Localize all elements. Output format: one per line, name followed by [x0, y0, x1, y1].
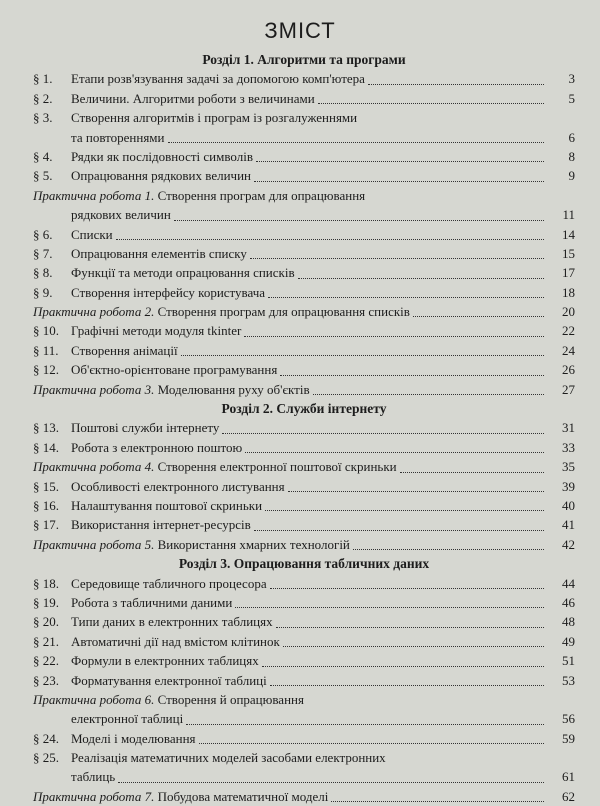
- entry-title: Налаштування поштової скриньки: [71, 497, 263, 513]
- toc-entry: [33, 729, 575, 748]
- dot-leader: [199, 725, 544, 744]
- paragraph-number: § 6.: [33, 226, 53, 242]
- entry-title: Форматування електронної таблиці: [71, 672, 267, 688]
- paragraph-number: § 2.: [33, 90, 53, 106]
- paragraph-number: § 11.: [33, 342, 59, 358]
- page-number: 5: [568, 90, 575, 106]
- page-number: 35: [562, 459, 575, 475]
- page-number: 56: [562, 711, 575, 727]
- dot-leader: [413, 298, 544, 317]
- entry-title: Особливості електронного листування: [71, 478, 285, 494]
- paragraph-number: § 23.: [33, 672, 59, 688]
- paragraph-number: § 15.: [33, 478, 59, 494]
- page-number: 31: [562, 420, 575, 436]
- dot-leader: [186, 705, 544, 724]
- entry-title: Використання хмарних технологій: [157, 536, 350, 552]
- dot-leader: [265, 492, 544, 511]
- entry-title: електронної таблиці: [71, 711, 184, 727]
- entry-title: Створення програм для опрацювання списків: [157, 304, 410, 320]
- paragraph-number: § 16.: [33, 497, 59, 513]
- entry-title: Опрацювання рядкових величин: [71, 168, 251, 184]
- page-number: 27: [562, 381, 575, 397]
- section-heading: Розділ 3. Опрацювання табличних даних: [178, 556, 430, 572]
- entry-title: Величини. Алгоритми роботи з величинами: [71, 90, 315, 106]
- dot-leader: [118, 763, 544, 782]
- dot-leader: [400, 453, 544, 472]
- page-number: 48: [562, 614, 575, 630]
- dot-leader: [262, 647, 544, 666]
- paragraph-number: § 12.: [33, 362, 59, 378]
- dot-leader: [168, 124, 545, 143]
- entry-title: Опрацювання елементів списку: [71, 245, 247, 261]
- practical-work-label: Практична робота 2.: [33, 304, 155, 320]
- paragraph-number: § 21.: [33, 633, 59, 649]
- toc-entry-practical: [33, 535, 575, 554]
- entry-title: Реалізація математичних моделей засобами електронних: [71, 750, 386, 766]
- dot-leader: [298, 259, 544, 278]
- entry-title: Побудова математичної моделі: [157, 788, 329, 804]
- entry-title: Поштові служби інтернету: [71, 420, 220, 436]
- page-number: 59: [562, 730, 575, 746]
- paragraph-number: § 5.: [33, 168, 53, 184]
- entry-title: Етапи розв'язування задачі за допомогою комп'ютера: [71, 71, 365, 87]
- page-number: 33: [562, 439, 575, 455]
- paragraph-number: § 7.: [33, 245, 53, 261]
- practical-work-label: Практична робота 5.: [33, 536, 155, 552]
- dot-leader: [244, 317, 544, 336]
- paragraph-number: § 3.: [33, 110, 53, 126]
- entry-title: Створення алгоритмів і програм із розгалуженнями: [71, 110, 358, 126]
- page-number: 18: [562, 284, 575, 300]
- dot-leader: [256, 143, 544, 162]
- paragraph-number: § 25.: [33, 750, 59, 766]
- entry-title: Моделі і моделювання: [71, 730, 196, 746]
- dot-leader: [116, 221, 544, 240]
- paragraph-number: § 10.: [33, 323, 59, 339]
- dot-leader: [235, 589, 544, 608]
- entry-title: Формули в електронних таблицях: [71, 653, 259, 669]
- page-number: 53: [562, 672, 575, 688]
- table-of-contents: [33, 50, 575, 806]
- practical-work-label: Практична робота 4.: [33, 459, 155, 475]
- entry-title: Типи даних в електронних таблицях: [71, 614, 273, 630]
- entry-title: Рядки як послідовності символів: [71, 148, 253, 164]
- dot-leader: [353, 531, 544, 550]
- paragraph-number: § 1.: [33, 71, 53, 87]
- toc-entry: [33, 89, 575, 108]
- page-number: 22: [562, 323, 575, 339]
- dot-leader: [283, 628, 544, 647]
- dot-leader: [276, 608, 544, 627]
- dot-leader: [270, 570, 544, 589]
- dot-leader: [250, 240, 544, 259]
- page-number: 26: [562, 362, 575, 378]
- dot-leader: [254, 162, 544, 181]
- page-number: 51: [562, 653, 575, 669]
- page-title: ЗМІСТ: [264, 18, 336, 43]
- page-number: 14: [562, 226, 575, 242]
- paragraph-number: § 18.: [33, 575, 59, 591]
- page-number: 62: [562, 788, 575, 804]
- page-number: 15: [562, 245, 575, 261]
- entry-title: Створення й опрацювання: [157, 691, 304, 707]
- entry-title: Графічні методи модуля tkinter: [71, 323, 242, 339]
- entry-title: Моделювання руху об'єктів: [157, 381, 310, 397]
- dot-leader: [181, 337, 544, 356]
- practical-work-label: Практична робота 7.: [33, 788, 155, 804]
- paragraph-number: § 9.: [33, 284, 53, 300]
- page-number: 11: [562, 207, 575, 223]
- entry-title: Середовище табличного процесора: [71, 575, 267, 591]
- section-heading: Розділ 1. Алгоритми та програми: [202, 52, 406, 67]
- paragraph-number: § 13.: [33, 420, 59, 436]
- entry-title: Створення електронної поштової скриньки: [157, 459, 397, 475]
- entry-title: таблиць: [71, 769, 116, 785]
- paragraph-number: § 22.: [33, 653, 59, 669]
- entry-title: Робота з електронною поштою: [71, 439, 243, 455]
- dot-leader: [288, 473, 544, 492]
- dot-leader: [331, 783, 544, 802]
- dot-leader: [174, 201, 544, 220]
- entry-title: Використання інтернет-ресурсів: [71, 517, 251, 533]
- practical-work-label: Практична робота 1.: [33, 187, 155, 203]
- toc-entry: [33, 166, 575, 185]
- page-number: 20: [562, 304, 575, 320]
- page-number: 6: [568, 129, 575, 145]
- paragraph-number: § 4.: [33, 148, 53, 164]
- paragraph-number: § 8.: [33, 265, 53, 281]
- entry-title: рядкових величин: [71, 207, 171, 223]
- page-number: 39: [562, 478, 575, 494]
- practical-work-label: Практична робота 3.: [33, 381, 155, 397]
- section-heading: Розділ 2. Служби інтернету: [221, 401, 387, 417]
- dot-leader: [222, 414, 544, 433]
- page-number: 46: [562, 594, 575, 610]
- page-number: 17: [562, 265, 575, 281]
- page-number: 24: [562, 342, 575, 358]
- entry-title: Списки: [71, 226, 113, 242]
- entry-title: Об'єктно-орієнтоване програмування: [71, 362, 278, 378]
- page-number: 44: [562, 575, 575, 591]
- toc-entry: [33, 671, 575, 690]
- page-number: 3: [568, 71, 575, 87]
- paragraph-number: § 14.: [33, 439, 59, 455]
- paragraph-number: § 20.: [33, 614, 59, 630]
- page-number: 41: [562, 517, 575, 533]
- page-number: 61: [562, 769, 575, 785]
- entry-title: Створення інтерфейсу користувача: [71, 284, 266, 300]
- entry-title: Створення анімації: [71, 342, 178, 358]
- dot-leader: [313, 376, 544, 395]
- dot-leader: [270, 667, 544, 686]
- practical-work-label: Практична робота 6.: [33, 691, 155, 707]
- dot-leader: [268, 279, 544, 298]
- entry-title: Робота з табличними даними: [71, 594, 233, 610]
- dot-leader: [254, 511, 544, 530]
- dot-leader: [245, 434, 544, 453]
- entry-title: Створення програм для опрацювання: [157, 187, 366, 203]
- page-number: 9: [568, 168, 575, 184]
- paragraph-number: § 24.: [33, 730, 59, 746]
- page-number: 8: [568, 148, 575, 164]
- paragraph-number: § 17.: [33, 517, 59, 533]
- paragraph-number: § 19.: [33, 594, 59, 610]
- page-number: 49: [562, 633, 575, 649]
- toc-entry-practical: [33, 787, 575, 806]
- page-number: 42: [562, 536, 575, 552]
- page-number: 40: [562, 497, 575, 513]
- dot-leader: [318, 85, 544, 104]
- dot-leader: [368, 65, 544, 84]
- entry-title: Автоматичні дії над вмістом клітинок: [71, 633, 280, 649]
- entry-title: Функції та методи опрацювання списків: [71, 265, 295, 281]
- entry-title: та повтореннями: [71, 129, 165, 145]
- toc-entry-practical: [33, 380, 575, 399]
- dot-leader: [280, 356, 544, 375]
